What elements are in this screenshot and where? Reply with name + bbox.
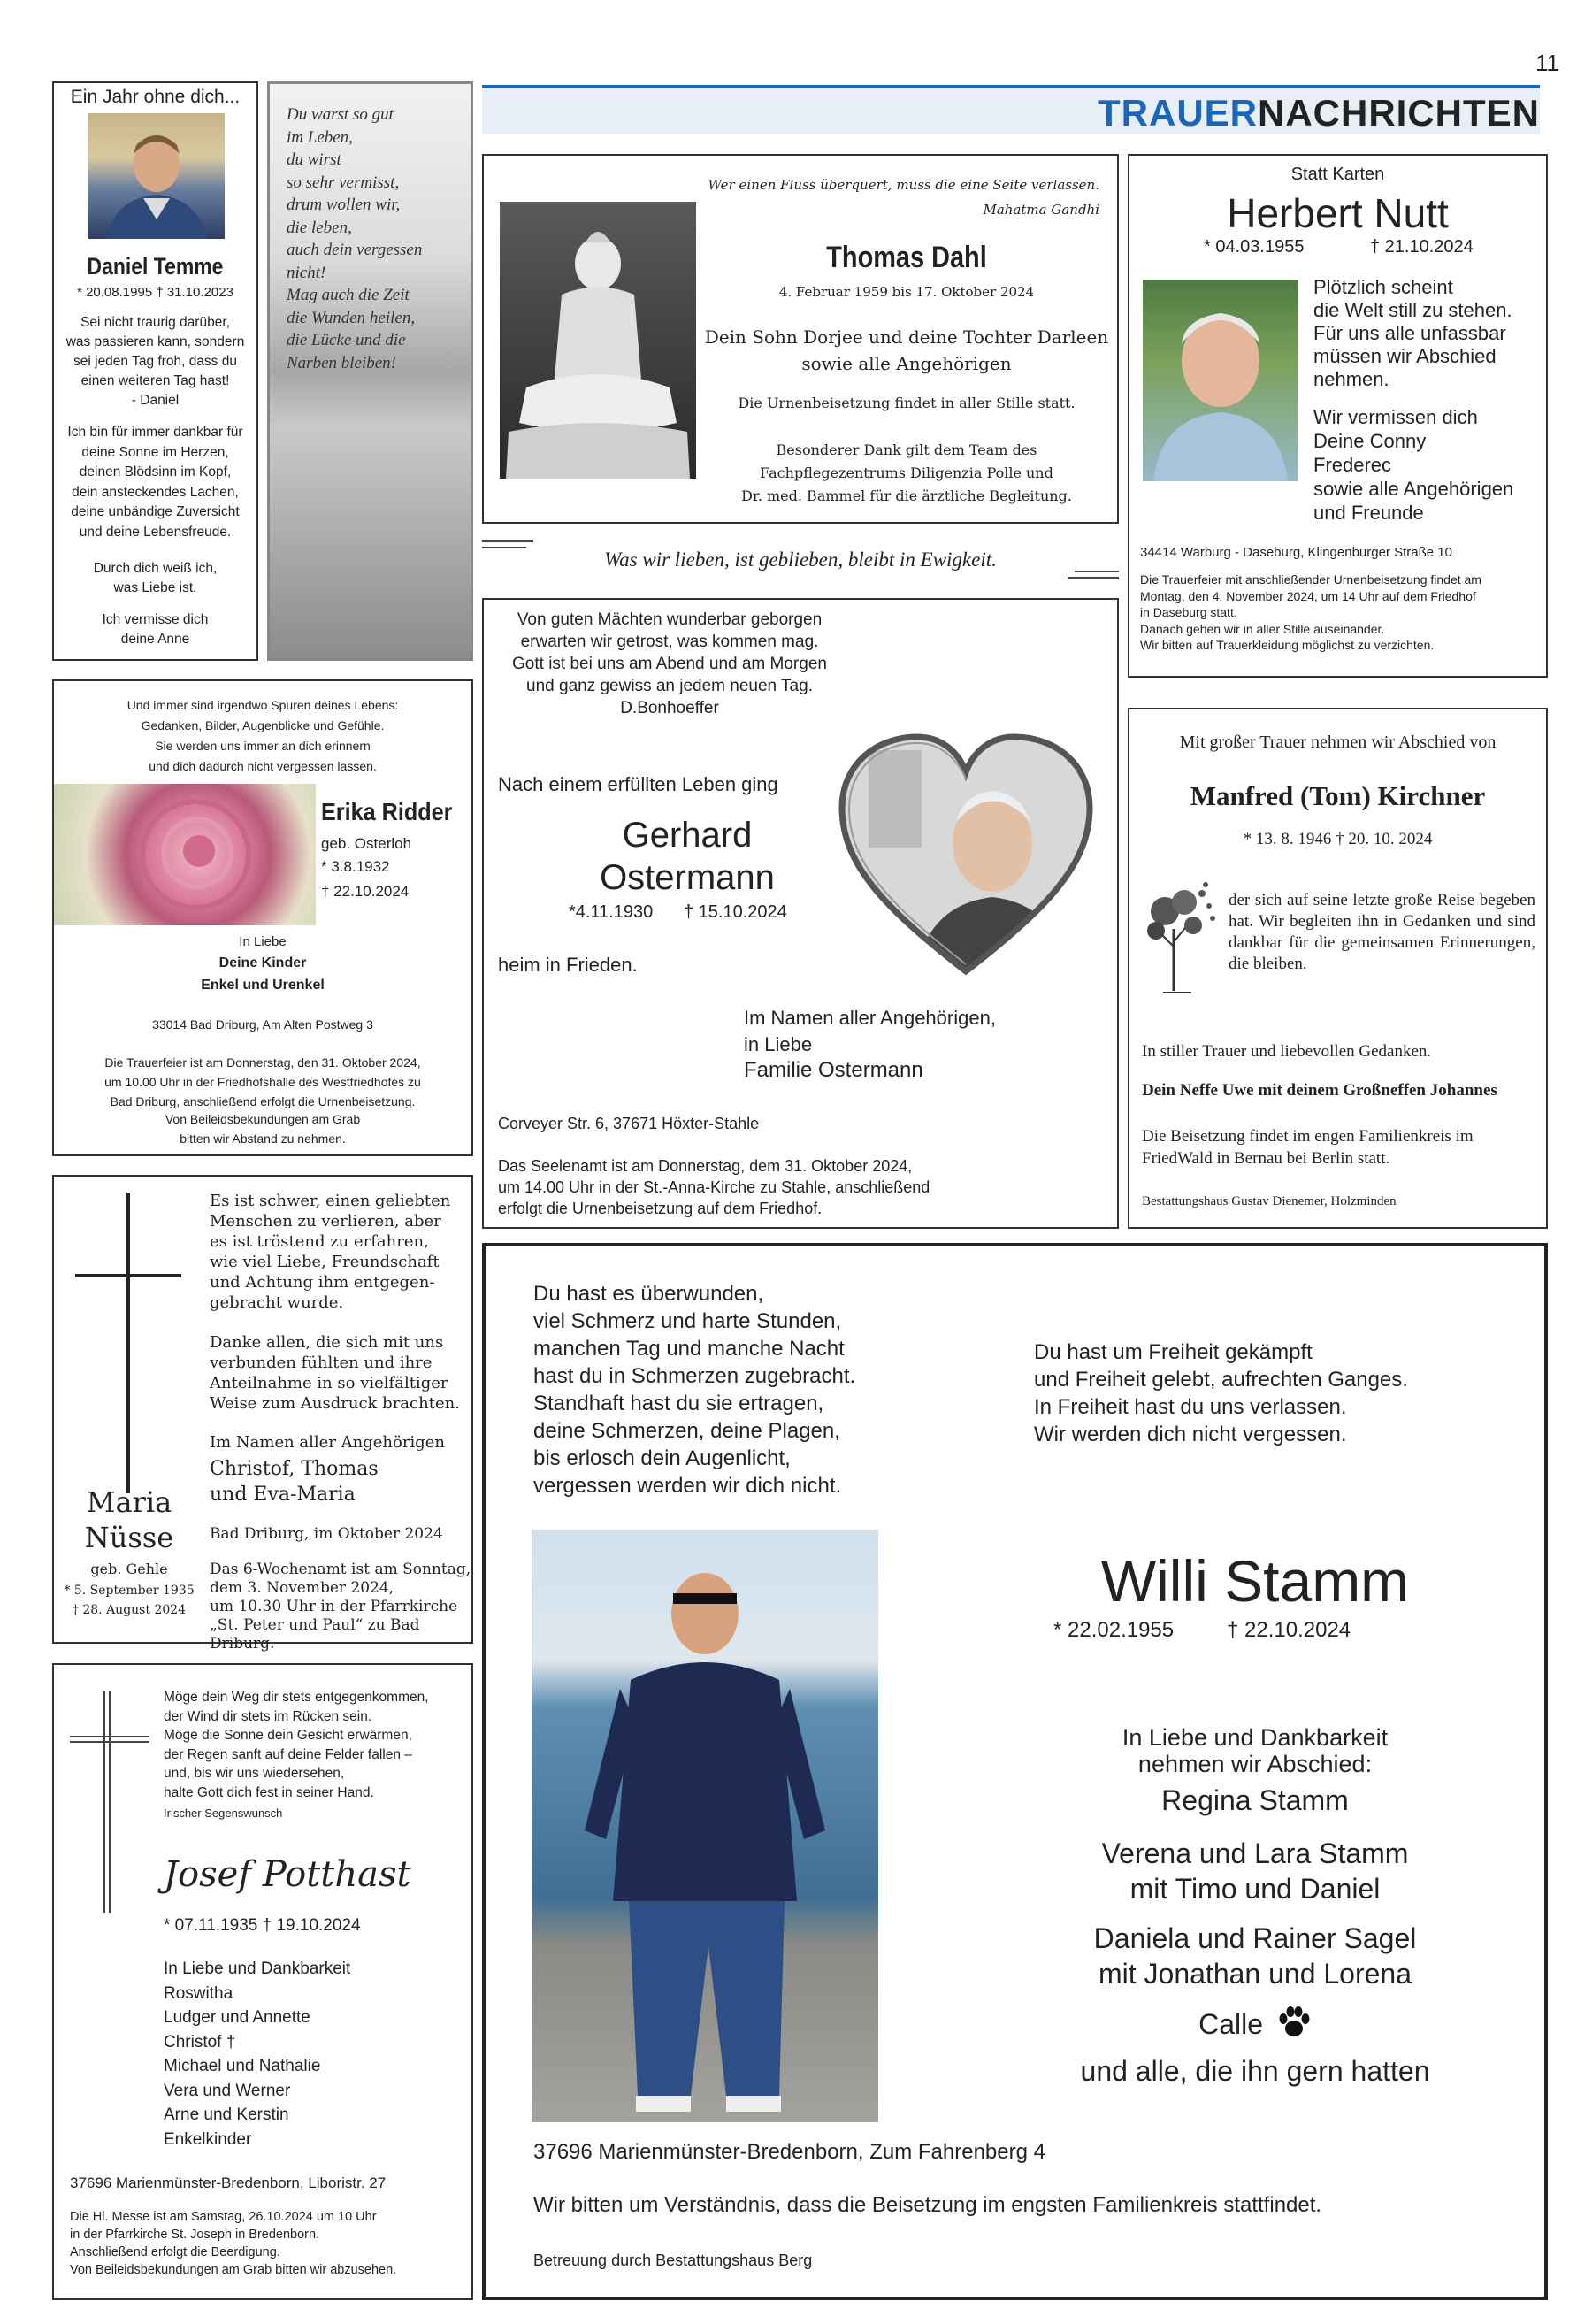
rose-photo (54, 784, 316, 925)
notice-poem (267, 81, 473, 661)
stamm-fam5: und alle, die ihn gern hatten (1080, 2055, 1430, 2087)
dahl-info: Die Urnenbeisetzung findet in aller Stille statt. (738, 395, 1076, 411)
kirchner-heading: Mit großer Trauer nehmen wir Abschied von (1179, 732, 1497, 752)
ridder-name: Erika Ridder (321, 798, 453, 825)
cross-horizontal-2 (70, 1741, 149, 1743)
ridder-love: In Liebe (239, 934, 287, 949)
cross-horizontal-1 (70, 1736, 149, 1737)
notice-kirchner (1128, 708, 1548, 1229)
notice-dahl (482, 154, 1119, 524)
potthast-info: Die Hl. Messe ist am Samstag, 26.10.2024 um 10 Uhr in der Pfarrkirche St. Joseph in Bredenborn. Anschließend erfolgt die Beerdigung. Von Beileidsbekundungen am Grab bitten wir abzusehen. (70, 2210, 397, 2277)
buddha-statue-icon (500, 202, 696, 479)
temme-name: Daniel Temme (87, 253, 224, 280)
nuesse-family-intro: Im Namen aller Angehörigen (210, 1433, 445, 1452)
stamm-fam3: Daniela und Rainer Sagel mit Jonathan und Lorena (1093, 1922, 1417, 1990)
title-accent: TRAUER (1098, 92, 1258, 134)
dahl-thanks: Besonderer Dank gilt dem Team des Fachpflegezentrums Diligenzia Polle und Dr. med. Bammel für die ärztliche Begleitung. (741, 441, 1072, 504)
temme-photo (88, 113, 225, 239)
stamm-poem1: Du hast es überwunden, viel Schmerz und harte Stunden, manchen Tag und manche Nacht hast du in Schmerzen zugebracht. Standhaft hast du sie ertragen, deine Schmerzen, deine Plagen, bis erlosch dein Augenlicht, vergessen werden wir dich nicht. (533, 1282, 856, 1498)
temme-text4: Ich vermisse dich deine Anne (102, 612, 209, 647)
page-title (1098, 92, 1540, 134)
notice-nuesse (52, 1175, 473, 1653)
nutt-address: 34414 Warburg - Daseburg, Klingenburger Straße 10 (1140, 545, 1452, 560)
cross-vertical-1 (103, 1691, 105, 1913)
potthast-dates: * 07.11.1935 † 19.10.2024 (164, 1916, 361, 1935)
temme-text3: Durch dich weiß ich, was Liebe ist. (93, 561, 218, 595)
dahl-name: Thomas Dahl (826, 241, 987, 274)
ridder-born: * 3.8.1932 (321, 858, 390, 875)
nutt-heading: Statt Karten (1290, 165, 1385, 184)
nutt-text2: Wir vermissen dich Deine Conny Frederec sowie alle Angehörigen und Freunde (1313, 406, 1514, 524)
notice-nutt (1128, 154, 1548, 678)
ostermann-heart-photo (833, 724, 1099, 989)
stamm-fam4-row (981, 2006, 1529, 2041)
dahl-family: Dein Sohn Dorjee und deine Tochter Darleen sowie alle Angehörigen (704, 326, 1109, 374)
cross-vertical-2 (109, 1691, 111, 1913)
kirchner-dates: * 13. 8. 1946 † 20. 10. 2024 (1243, 830, 1433, 848)
divider-quote: Was wir lieben, ist geblieben, bleibt in Ewigkeit. (604, 548, 997, 571)
kirchner-info: Die Beisetzung findet im engen Familienkreis im FriedWald in Bernau bei Berlin statt. (1142, 1127, 1474, 1168)
ridder-note: Von Beileidsbekundungen am Grab bitten wir Abstand zu nehmen. (165, 1112, 361, 1146)
ridder-born-name: geb. Osterloh (321, 835, 412, 852)
divider-line-right-1 (1068, 577, 1119, 579)
potthast-address: 37696 Marienmünster-Bredenborn, Liboristr. 27 (70, 2174, 387, 2191)
nuesse-text2: Danke allen, die sich mit uns verbunden fühlten und ihre Anteilnahme in so vielfältiger Weise zum Ausdruck brachten. (210, 1333, 460, 1413)
temme-heading: Ein Jahr ohne dich... (70, 87, 241, 107)
temme-dates: * 20.08.1995 † 31.10.2023 (77, 285, 233, 300)
nutt-name: Herbert Nutt (1227, 190, 1449, 236)
ostermann-outro: heim in Frieden. (498, 954, 638, 976)
kirchner-line1: In stiller Trauer und liebevollen Gedanken. (1142, 1042, 1432, 1061)
ostermann-quote: Von guten Mächten wunderbar geborgen erwarten wir getrost, was kommen mag. Gott ist bei uns am Abend und am Morgen und ganz gewiss an jedem neuen Tag. D.Bonhoeffer (512, 610, 827, 717)
kirchner-text: der sich auf seine letzte große Reise begeben hat. Wir begleiten ihn in Gedanken und sind dankbar für die gemeinsamen Erinnerungen, die bleiben. (1229, 891, 1535, 973)
kirchner-undertaker: Bestattungshaus Gustav Dienemer, Holzminden (1142, 1194, 1397, 1208)
nuesse-name: Maria Nüsse (84, 1485, 174, 1554)
cross-vertical (126, 1193, 130, 1493)
notice-stamm (482, 1243, 1548, 2300)
ostermann-address: Corveyer Str. 6, 37671 Höxter-Stahle (498, 1115, 760, 1132)
person-silhouette-icon (532, 1530, 878, 2122)
stamm-undertaker: Betreuung durch Bestattungshaus Berg (533, 2251, 813, 2269)
stamm-address: 37696 Marienmünster-Bredenborn, Zum Fahrenberg 4 (533, 2140, 1045, 2164)
heart-frame-icon (833, 724, 1099, 989)
ostermann-died: † 15.10.2024 (684, 902, 787, 922)
stamm-fam4: Calle (1198, 2008, 1264, 2040)
buddha-photo (500, 202, 696, 479)
divider-line-right-2 (1075, 571, 1119, 572)
ridder-info: Die Trauerfeier ist am Donnerstag, den 31. Oktober 2024, um 10.00 Uhr in der Friedhofshalle des Westfriedhofes zu Bad Driburg, anschließend erfolgt die Urnenbeisetzung. (104, 1055, 421, 1108)
dahl-quote: Wer einen Fluss überquert, muss die eine Seite verlassen. (708, 177, 1099, 193)
ostermann-info: Das Seelenamt ist am Donnerstag, dem 31. Oktober 2024, um 14.00 Uhr in der St.-Anna-Kirche zu Stahle, anschließend erfolgt die Urnenbeisetzung auf dem Friedhof. (498, 1157, 930, 1217)
dahl-dates: 4. Februar 1959 bis 17. Oktober 2024 (778, 284, 1035, 300)
stamm-fam2: Verena und Lara Stamm mit Timo und Daniel (1101, 1837, 1409, 1905)
nuesse-died: † 28. August 2024 (72, 1603, 187, 1617)
stamm-born: * 22.02.1955 (1053, 1618, 1175, 1642)
stamm-died: † 22.10.2024 (1227, 1618, 1351, 1642)
temme-text2: Ich bin für immer dankbar für deine Sonne im Herzen, deinen Blödsinn im Kopf, dein ansteckendes Lachen, deine unbändige Zuversicht und deine Lebensfreude. (67, 425, 243, 540)
stamm-name: Willi Stamm (1100, 1548, 1410, 1614)
ostermann-family-name: Familie Ostermann (744, 1058, 923, 1082)
notice-ostermann (482, 598, 1119, 1229)
temme-text1: Sei nicht traurig darüber, was passieren kann, sondern sei jeden Tag froh, dass du einen weiteren Tag hast! - Daniel (65, 315, 245, 408)
dahl-quote-author: Mahatma Gandhi (983, 202, 1099, 218)
divider-line-left-1 (482, 540, 533, 542)
ridder-family: Deine Kinder Enkel und Urenkel (201, 955, 325, 993)
ostermann-born: *4.11.1930 (569, 902, 654, 922)
stamm-intro: In Liebe und Dankbarkeit nehmen wir Abschied: (1122, 1724, 1389, 1777)
nuesse-born: * 5. September 1935 (64, 1584, 195, 1598)
person-silhouette-icon (88, 113, 225, 239)
nuesse-family: Christof, Thomas und Eva-Maria (210, 1458, 379, 1506)
nutt-died: † 21.10.2024 (1370, 237, 1474, 257)
potthast-family: In Liebe und Dankbarkeit Roswitha Ludger und Annette Christof † Michael und Nathalie Vera und Werner Arne und Kerstin Enkelkinder (164, 1960, 351, 2149)
nutt-info: Die Trauerfeier mit anschließender Urnenbeisetzung findet am Montag, den 4. November 2024, um 14 Uhr auf dem Friedhof in Daseburg statt. Danach gehen wir in aller Stille auseinander. Wir bitten auf Trauerkleidung möglichst zu verzichten. (1140, 572, 1481, 652)
ostermann-intro: Nach einem erfüllten Leben ging (498, 773, 778, 795)
potthast-blessing: Möge dein Weg dir stets entgegenkommen, der Wind dir stets im Rücken sein. Möge die Sonne dein Gesicht erwärmen, der Regen sanft auf deine Felder fallen – und, bis wir uns wiedersehen, halte Gott dich fest in seiner Hand. (164, 1690, 429, 1800)
nuesse-place: Bad Driburg, im Oktober 2024 (210, 1525, 443, 1543)
kirchner-name: Manfred (Tom) Kirchner (1190, 780, 1486, 811)
nuesse-info: Das 6-Wochenamt ist am Sonntag, dem 3. November 2024, um 10.30 Uhr in der Pfarrkirche „St. Peter und Paul“ zu Bad Driburg. (210, 1561, 471, 1653)
ridder-address: 33014 Bad Driburg, Am Alten Postweg 3 (152, 1017, 373, 1032)
kirchner-family: Dein Neffe Uwe mit deinem Großneffen Johannes (1142, 1081, 1497, 1100)
nuesse-text1: Es ist schwer, einen geliebten Menschen zu verlieren, aber es ist tröstend zu erfahren, wie viel Liebe, Freundschaft und Achtung ihm entgegen- gebracht wurde. (210, 1192, 451, 1312)
notice-potthast (52, 1663, 473, 2300)
potthast-blessing-source: Irischer Segenswunsch (164, 1806, 283, 1820)
poem-text: Du warst so gut im Leben, du wirst so sehr vermisst, drum wollen wir, die leben, auch dein vergessen nicht! Mag auch die Zeit die Wunden heilen, die Lücke und die Narben bleiben! (287, 105, 423, 372)
ridder-intro: Und immer sind irgendwo Spuren deines Lebens: Gedanken, Bilder, Augenblicke und Gefühle. Sie werden uns immer an dich erinnern und dich dadurch nicht vergessen lassen. (126, 698, 399, 773)
nutt-born: * 04.03.1955 (1204, 237, 1305, 257)
potthast-name: Josef Potthast (164, 1854, 411, 1895)
nuesse-born-name: geb. Gehle (90, 1561, 168, 1577)
ridder-died: † 22.10.2024 (321, 883, 410, 900)
rose-icon (54, 784, 316, 925)
nutt-photo (1143, 280, 1298, 481)
ostermann-name: Gerhard Ostermann (600, 816, 775, 897)
stamm-poem2: Du hast um Freiheit gekämpft und Freiheit gelebt, aufrechten Ganges. In Freiheit hast du uns verlassen. Wir werden dich nicht vergessen. (1034, 1340, 1408, 1446)
tree-leaves-icon (1138, 876, 1218, 1000)
stamm-info: Wir bitten um Verständnis, dass die Beisetzung im engsten Familienkreis stattfindet. (533, 2193, 1322, 2217)
title-rest: NACHRICHTEN (1258, 92, 1540, 134)
notice-ridder (52, 679, 473, 1156)
cross-horizontal (75, 1274, 181, 1277)
stamm-fam1: Regina Stamm (1161, 1784, 1349, 1816)
notice-temme (52, 81, 258, 661)
person-silhouette-icon (1143, 280, 1298, 481)
nutt-text1: Plötzlich scheint die Welt still zu stehen. Für uns alle unfassbar müssen wir Abschied nehmen. (1313, 276, 1512, 390)
ostermann-family: Im Namen aller Angehörigen, in Liebe (744, 1007, 996, 1055)
page-number: 11 (1535, 50, 1559, 76)
stamm-photo (532, 1530, 878, 2122)
paw-print-icon (1276, 2006, 1312, 2039)
